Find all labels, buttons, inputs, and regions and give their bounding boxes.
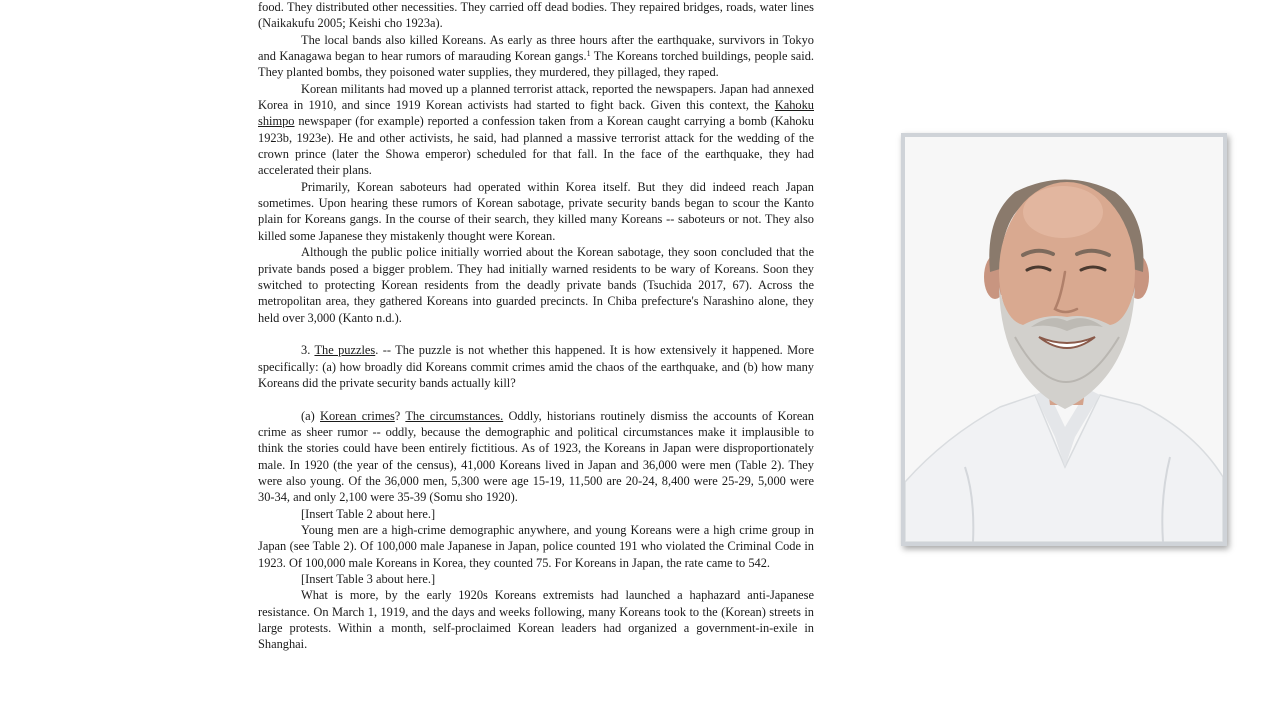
subsection-heading: Korean crimes xyxy=(320,408,395,423)
section-3-paragraph xyxy=(258,342,814,391)
document-text xyxy=(258,0,814,653)
paragraph: Young men are a high-crime demographic anywhere, and young Koreans were a high crime group in Japan (see Table 2). Of 100,000 male Japanese in Japan, police counted 191 who violated the Criminal Code in 1923. Of 100,000 male Koreans in Korea, they counted 75. For Koreans in Japan, the rate came to 542. xyxy=(258,523,814,570)
portrait-image xyxy=(905,137,1223,542)
paragraph-text: . -- The puzzle is not whether this happened. It is how extensively it happened. More specifically: (a) how broadly did Koreans commit crimes amid the chaos of the earthquake, and (b) how many Koreans did the private security bands actually kill? xyxy=(258,343,814,390)
subsection-subheading: The circumstances. xyxy=(405,408,504,423)
paragraph: Although the public police initially worried about the Korean sabotage, they soon concluded that the private bands posed a bigger problem. They had initially warned residents to be wary of Koreans. Soon they switched to protecting Korean residents from the deadly private bands (Tsuchida 2017, 67). Across the metropolitan area, they gathered Koreans into guarded precincts. In Chiba prefecture's Narashino alone, they held over 3,000 (Kanto n.d.). xyxy=(258,245,814,325)
section-heading: The puzzles xyxy=(314,343,376,358)
paragraph: What is more, by the early 1920s Koreans extremists had launched a haphazard anti-Japanese resistance. On March 1, 1919, and the days and weeks following, many Koreans took to the (Korean) streets in large protests. Within a month, self-proclaimed Korean leaders had organized a government-in-exile in Shanghai. xyxy=(258,588,814,652)
paragraph-text: Korean militants had moved up a planned terrorist attack, reported the newspapers. Japan had annexed Korea in 1910, and since 1919 Korean activists had started to fight back. Given this context, the xyxy=(258,81,814,113)
paragraph-text: ? xyxy=(394,408,406,423)
paragraph xyxy=(258,32,814,81)
paragraph-text: newspaper (for example) reported a confession taken from a Korean caught carrying a bomb (Kahoku 1923b, 1923e). He and other activists, he said, had planned a massive terrorist attack for the wedding of the crown prince (later the Showa emperor) scheduled for that fall. In the face of the earthquake, they had accelerated their plans. xyxy=(258,114,814,178)
paragraph-text: Oddly, historians routinely dismiss the accounts of Korean crime as sheer rumor -- oddly, because the demographic and political circumstances make it implausible to think the stories could have been entirely fictitious. As of 1923, the Koreans in Japan were disproportionately male. In 1920 (the year of the census), 41,000 Koreans lived in Japan and 36,000 were men (Table 2). They were also young. Of the 36,000 men, 5,300 were age 15-19, 11,500 are 20-24, 8,400 were 25-29, 5,000 were 30-34, and only 2,100 were 35-39 (Somu sho 1920). xyxy=(258,408,815,505)
paragraph-text: The Koreans torched buildings, people said. They planted bombs, they poisoned water supplies, they murdered, they pillaged, they raped. xyxy=(258,49,814,80)
footnote-marker: 1 xyxy=(586,49,591,59)
paragraph: food. They distributed other necessities. They carried off dead bodies. They repaired bridges, roads, water lines (Naikakufu 2005; Keishi cho 1923a). xyxy=(258,0,814,31)
subsection-number: (a) xyxy=(301,408,321,423)
subsection-a-paragraph xyxy=(258,408,814,506)
author-photo xyxy=(901,133,1227,546)
paragraph xyxy=(258,81,814,179)
section-number: 3. xyxy=(301,343,315,358)
paragraph: Primarily, Korean saboteurs had operated within Korea itself. But they did indeed reach Japan sometimes. Upon hearing these rumors of Korean sabotage, private security bands began to scour the Kanto plain for Koreans gangs. In the course of their search, they killed many Koreans -- saboteurs or not. They also killed some Japanese they mistakenly thought were Korean. xyxy=(258,179,814,243)
paragraph-text: The local bands also killed Koreans. As early as three hours after the earthquake, survivors in Tokyo and Kanagawa began to hear rumors of marauding Korean gangs. xyxy=(258,32,814,64)
newspaper-title: Kahoku shimpo xyxy=(258,98,814,129)
table-placeholder: [Insert Table 3 about here.] xyxy=(301,572,436,587)
table-placeholder: [Insert Table 2 about here.] xyxy=(301,506,436,521)
